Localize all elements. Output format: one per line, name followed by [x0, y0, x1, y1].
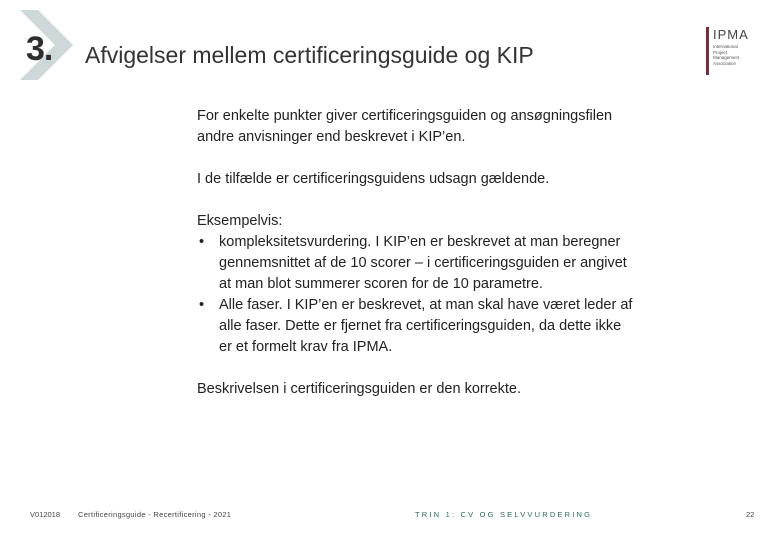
footer-step: TRIN 1: CV OG SELVVURDERING [415, 510, 593, 519]
paragraph-conclusion: Beskrivelsen i certificeringsguiden er den korrekte. [197, 381, 521, 397]
logo-text: IPMA [713, 27, 749, 42]
list-item [197, 295, 637, 358]
slide-body [197, 106, 637, 400]
section-number: 3. [26, 30, 53, 68]
bullet-icon: • [199, 234, 205, 250]
logo-mark [706, 27, 709, 75]
list-item-text: kompleksitetsvurdering. I KIP’en er beskrevet at man beregner gennemsnittet af de 10 scorer – i certificeringsguiden er angivet at man blot summerer scoren for de 10 parametre. [219, 234, 627, 292]
logo-line: Association [713, 60, 737, 66]
example-heading: Eksempelvis: [197, 213, 283, 229]
list-item [197, 232, 637, 295]
bullet-icon: • [199, 297, 205, 313]
example-list [197, 232, 637, 358]
list-item-text: Alle faser. I KIP’en er beskrevet, at man skal have været leder af alle faser. Dette er fjernet fra certificeringsguiden, da dette ikke er et formelt krav fra IPMA. [219, 297, 633, 355]
footer-page-number: 22 [746, 510, 755, 519]
page-title: Afvigelser mellem certificeringsguide og KIP [85, 42, 534, 68]
logo-line: International [713, 44, 738, 49]
footer-document-title: Certificeringsguide - Recertificering - 2021 [78, 510, 232, 519]
ipma-logo [706, 27, 766, 75]
paragraph-rule: I de tilfælde er certificeringsguidens udsagn gældende. [197, 171, 550, 187]
footer-version: V012018 [30, 510, 61, 519]
logo-line: Project [713, 49, 728, 55]
logo-subtext [713, 44, 739, 66]
paragraph-intro: For enkelte punkter giver certificeringsguiden og ansøgningsfilen andre anvisninger end beskrevet i KIP’en. [197, 108, 613, 145]
logo-line: Management [713, 55, 740, 60]
